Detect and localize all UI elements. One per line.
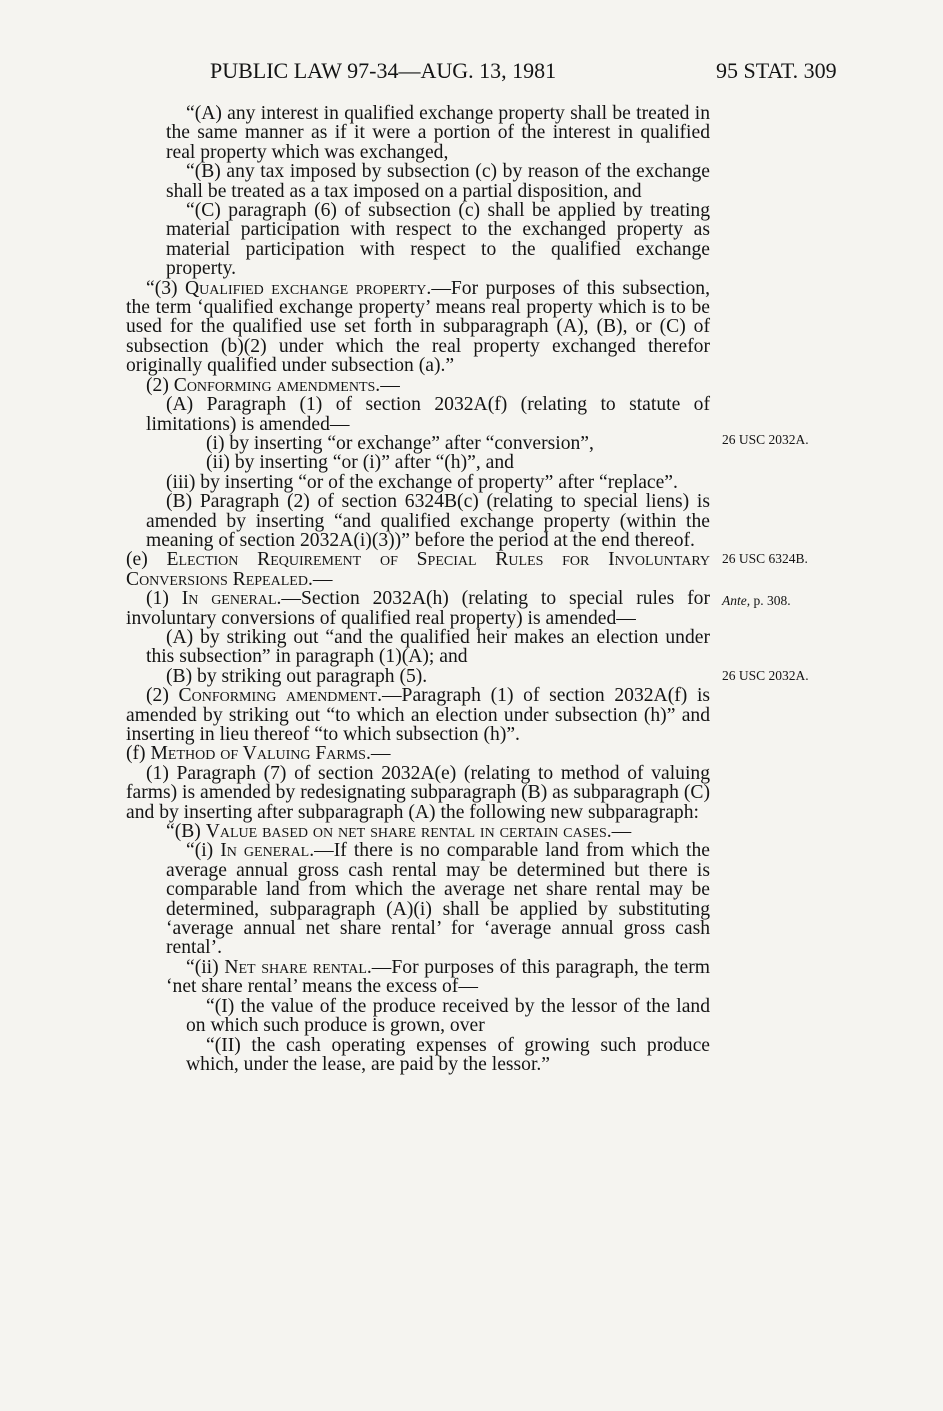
- clause-heading: Net share rental: [224, 956, 367, 978]
- margin-citation: Ante, p. 308.: [722, 593, 791, 608]
- subsection-f: (f) Method of Valuing Farms.—: [126, 743, 391, 765]
- clause-a: “(A) any interest in qualified exchange property shall be treated in the same manner as if it were a portion of the interest in qualified real property which was exchanged,: [166, 103, 710, 163]
- subclause-ii: “(II) the cash operating expenses of growing such produce which, under the lease, are paid by the lessor.”: [186, 1034, 710, 1075]
- subparagraph-heading: Value based on net share rental in certain cases: [205, 821, 607, 843]
- clause-ii-net-share-rental: “(ii) Net share rental.—For purposes of this paragraph, the term ‘net share rental’ means the excess of—: [166, 956, 710, 998]
- subparagraph-a: (A) Paragraph (1) of section 2032A(f) (relating to statute of limitations) is amended—: [146, 394, 710, 435]
- margin-citation: 26 USC 6324B.: [722, 551, 808, 566]
- subsection-heading: Method of Valuing Farms: [150, 743, 366, 765]
- clause-i-in-general: “(i) In general.—If there is no comparable land from which the average annual gross cash rental may be determined but there is comparable land from which the average net share rental may be determined, subparagraph (A)(i) shall be applied by substituting ‘average annual net share rental’ for ‘average annual gross cash rental’.: [166, 840, 710, 959]
- subparagraph-b-strike: (B) by striking out paragraph (5).: [166, 665, 428, 687]
- subsection-heading: Election Requirement of Special Rules for Involuntary Conversions Repealed: [126, 549, 711, 590]
- clause-c: “(C) paragraph (6) of subsection (c) shall be applied by treating material participation with respect to the exchanged property as material participation with respect to the qualified exchange property.: [166, 200, 710, 280]
- paragraph-3: “(3) Qualified exchange property.—For purposes of this subsection, the term ‘qualified exchange property’ means real property which is to be used for the qualified use set forth in subparagraph (A), (B), or (C) of subsection (b)(2) under which the real property exchanged therefor originally qualified under subsection (a).”: [126, 277, 710, 377]
- running-title: PUBLIC LAW 97-34—AUG. 13, 1981: [210, 58, 557, 83]
- margin-citation: 26 USC 2032A.: [722, 432, 809, 447]
- subclause-i: “(I) the value of the produce received by the lessor of the land on which such produce is grown, over: [186, 995, 710, 1037]
- clause-b: “(B) any tax imposed by subsection (c) by reason of the exchange shall be treated as a tax imposed on a partial disposition, and: [166, 161, 710, 202]
- paragraph-heading: Qualified exchange property: [185, 277, 427, 299]
- paragraph-heading: In general: [181, 588, 277, 610]
- paragraph-heading: Conforming amendments: [173, 374, 376, 396]
- paragraph-2-conforming: (2) Conforming amendments.—: [146, 374, 400, 396]
- clause-heading: In general: [220, 840, 310, 862]
- clause-ii: (ii) by inserting “or (i)” after “(h)”, and: [206, 452, 514, 474]
- paragraph-heading: Conforming amendment: [178, 685, 378, 707]
- statute-page-number: 95 STAT. 309: [716, 58, 837, 83]
- new-subparagraph-b: “(B) Value based on net share rental in certain cases.—: [166, 821, 632, 843]
- page-header: [0, 58, 943, 88]
- subparagraph-a-strike: (A) by striking out “and the qualified heir makes an election under this subsection” in paragraph (1)(A); and: [146, 626, 710, 668]
- subsection-e: (e) Election Requirement of Special Rules for Involuntary Conversions Repealed.—: [126, 549, 711, 590]
- margin-citation: 26 USC 2032A.: [722, 668, 809, 683]
- clause-iii: (iii) by inserting “or of the exchange of property” after “replace”.: [166, 471, 678, 493]
- paragraph-1-valuing-farms: (1) Paragraph (7) of section 2032A(e) (relating to method of valuing farms) is amended by redesignating subparagraph (B) as subparagraph (C) and by inserting after subparagraph (A) the following new subparagraph:: [126, 762, 710, 823]
- clause-i: (i) by inserting “or exchange” after “conversion”,: [206, 432, 594, 454]
- paragraph-2-conforming-amendment: (2) Conforming amendment.—Paragraph (1) of section 2032A(f) is amended by striking out “to which an election under subsection (h)” and inserting in lieu thereof “to which subsection (h)”.: [126, 685, 711, 745]
- statute-text: [126, 104, 710, 1074]
- paragraph-1-in-general: (1) In general.—Section 2032A(h) (relating to special rules for involuntary conversions of qualified real property) is amended—: [126, 588, 711, 629]
- subparagraph-b: (B) Paragraph (2) of section 6324B(c) (relating to special liens) is amended by inserting “and qualified exchange property (within the meaning of section 2032A(i)(3))” before the period at the end thereof.: [146, 491, 710, 551]
